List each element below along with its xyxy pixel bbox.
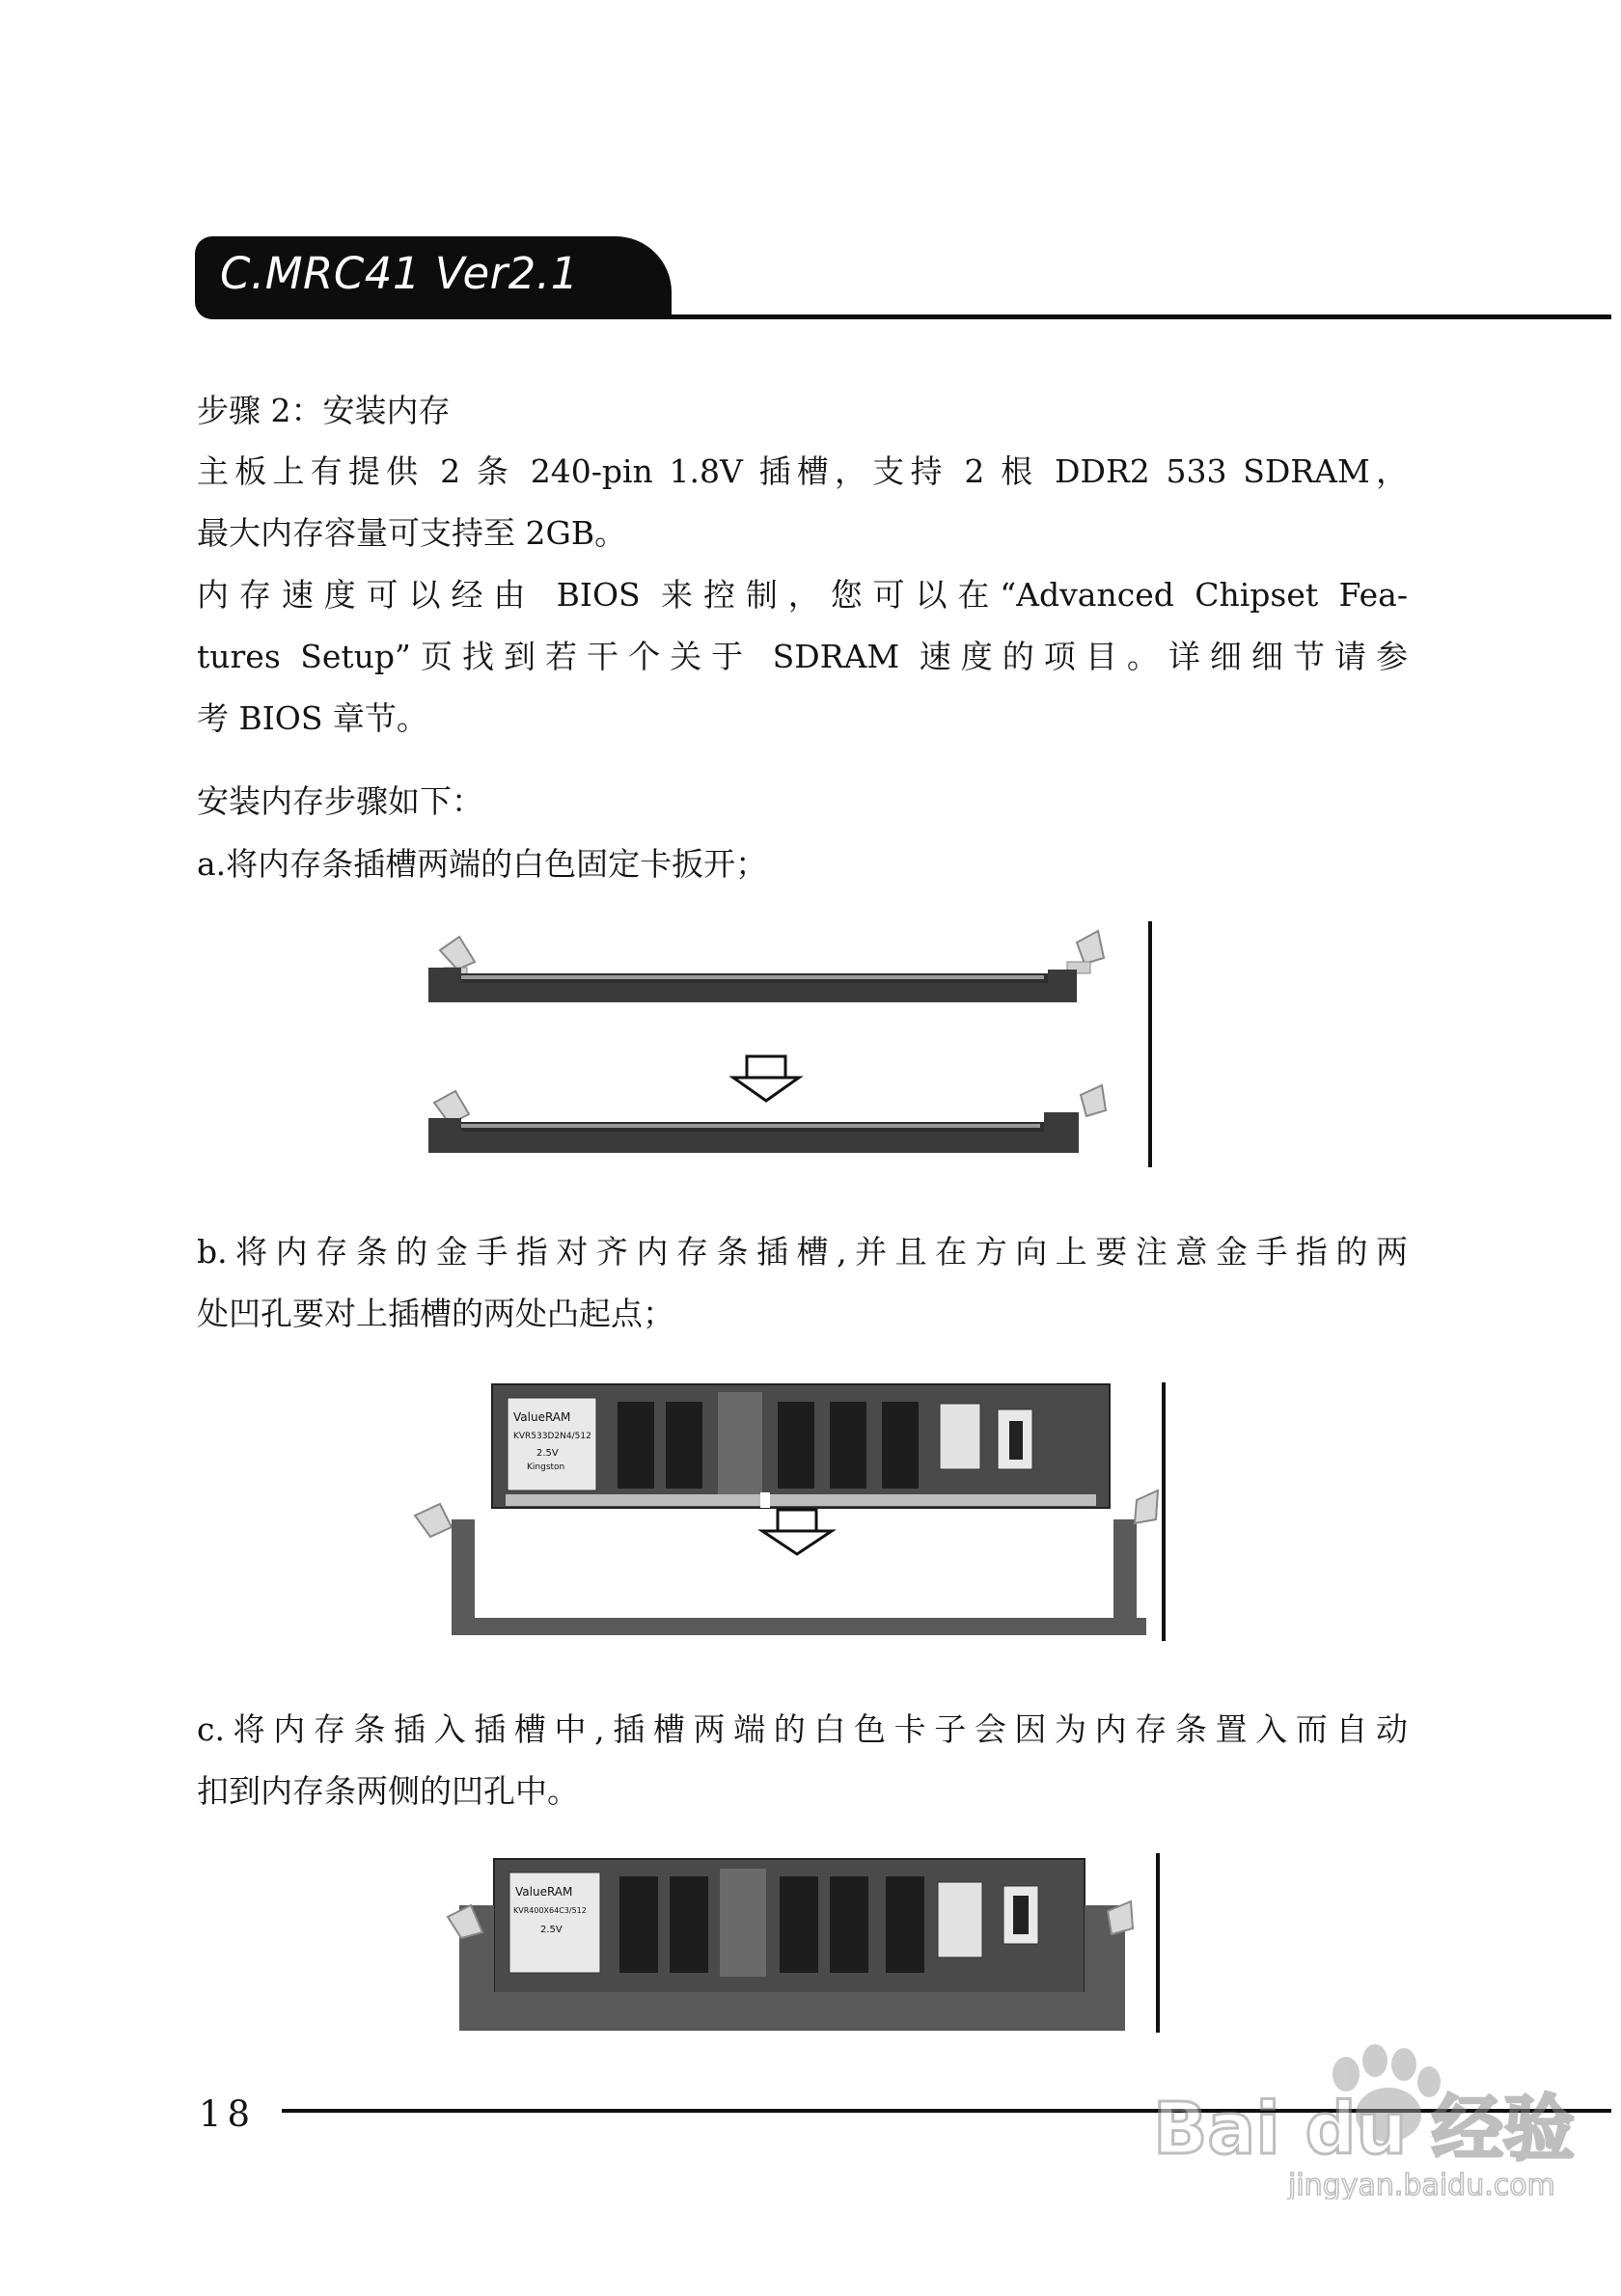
module-brand: ValueRAM xyxy=(513,1410,571,1424)
steps-intro xyxy=(197,777,1408,827)
module-part-c: KVR400X64C3/512 xyxy=(513,1906,587,1915)
module-brand-c: ValueRAM xyxy=(515,1885,573,1899)
paragraph-1-line-1: 主板上有提供 2 条 240-pin 1.8V 插槽，支持 2 根 DDR2 533 SDRAM， xyxy=(197,452,1408,490)
module-maker: Kingston xyxy=(527,1462,565,1472)
header-rule xyxy=(666,314,1611,319)
figure-slot-latches-open xyxy=(415,912,1168,1172)
step-c-line-1: c.将内存条插入插槽中,插槽两端的白色卡子会因为内存条置入而自动 xyxy=(197,1710,1408,1748)
baidu-jingyan-watermark xyxy=(1143,2036,1597,2200)
header-tab xyxy=(195,236,672,319)
step-title xyxy=(197,386,1408,436)
step-title-text: 步骤 2：安装内存 xyxy=(197,392,451,429)
paragraph-1 xyxy=(197,447,1408,559)
step-b xyxy=(197,1227,1408,1339)
step-c xyxy=(197,1705,1408,1817)
module-part: KVR533D2N4/512 xyxy=(513,1432,591,1441)
figure-module-align xyxy=(413,1375,1175,1645)
memory-module-installed xyxy=(494,1859,1085,2000)
module-voltage: 2.5V xyxy=(536,1448,559,1459)
down-arrow-icon xyxy=(762,1510,832,1554)
memory-module xyxy=(492,1384,1110,1508)
dimm-slot-top xyxy=(428,931,1104,1002)
figure-edge-line xyxy=(1148,921,1152,1167)
down-arrow-icon xyxy=(733,1056,799,1101)
step-b-line-2: 处凹孔要对上插槽的两处凸起点； xyxy=(197,1295,674,1332)
manual-title: C.MRC41 Ver2.1 xyxy=(220,248,579,299)
watermark-text: Bai du 经验 xyxy=(1153,2088,1575,2171)
paragraph-2 xyxy=(197,570,1408,744)
step-a-text: a.将内存条插槽两端的白色固定卡扳开； xyxy=(197,845,768,883)
figure-edge-line xyxy=(1156,1853,1160,2033)
steps-intro-text: 安装内存步骤如下： xyxy=(197,782,483,820)
page-number: 18 xyxy=(199,2093,257,2135)
watermark-url: jingyan.baidu.com xyxy=(1288,2169,1555,2200)
step-b-line-1: b.将内存条的金手指对齐内存条插槽,并且在方向上要注意金手指的两 xyxy=(197,1233,1408,1271)
step-c-line-2: 扣到内存条两侧的凹孔中。 xyxy=(197,1772,579,1810)
paragraph-1-line-2: 最大内存容量可支持至 2GB。 xyxy=(197,514,627,552)
figure-edge-line xyxy=(1162,1382,1166,1641)
paragraph-2-line-3: 考 BIOS 章节。 xyxy=(197,699,428,737)
module-voltage-c: 2.5V xyxy=(540,1925,563,1935)
paragraph-2-line-1: 内存速度可以经由 BIOS 来控制，您可以在“Advanced Chipset Fea- xyxy=(197,576,1408,614)
paragraph-2-line-2: tures Setup”页找到若干个关于 SDRAM 速度的项目。详细细节请参 xyxy=(197,638,1408,675)
step-a xyxy=(197,839,1408,889)
figure-module-installed xyxy=(436,1847,1169,2036)
